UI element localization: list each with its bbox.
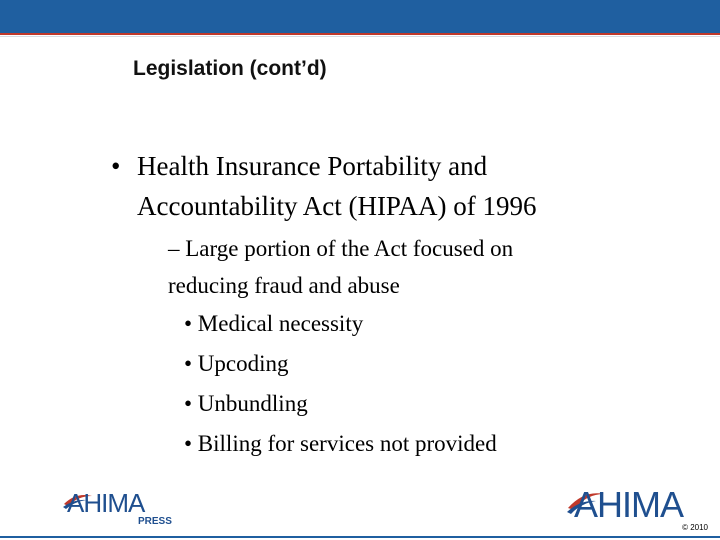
copyright-text: © 2010: [682, 523, 708, 532]
level3-item: • Unbundling: [184, 391, 308, 416]
level2-text-line2: reducing fraud and abuse: [168, 273, 400, 298]
level3-item: • Billing for services not provided: [184, 431, 497, 456]
level1-bullet: •: [111, 151, 121, 181]
slide-title: Legislation (cont’d): [133, 57, 327, 80]
header-band: [0, 0, 720, 33]
footer-rule: [0, 536, 720, 538]
press-label: PRESS: [138, 516, 172, 527]
ahima-press-logo: [62, 490, 182, 530]
header-divider: [0, 33, 720, 35]
level1-text-line1: Health Insurance Portability and: [137, 151, 488, 181]
level1-text-line2: Accountability Act (HIPAA) of 1996: [137, 191, 537, 221]
header-divider-secondary: [0, 36, 720, 37]
level3-item: • Upcoding: [184, 351, 289, 376]
ahima-wordmark: AHIMA: [574, 484, 684, 525]
level2-text-line1: – Large portion of the Act focused on: [168, 236, 514, 261]
ahima-press-wordmark: AHIMA: [67, 488, 145, 518]
level3-item: • Medical necessity: [184, 311, 364, 336]
